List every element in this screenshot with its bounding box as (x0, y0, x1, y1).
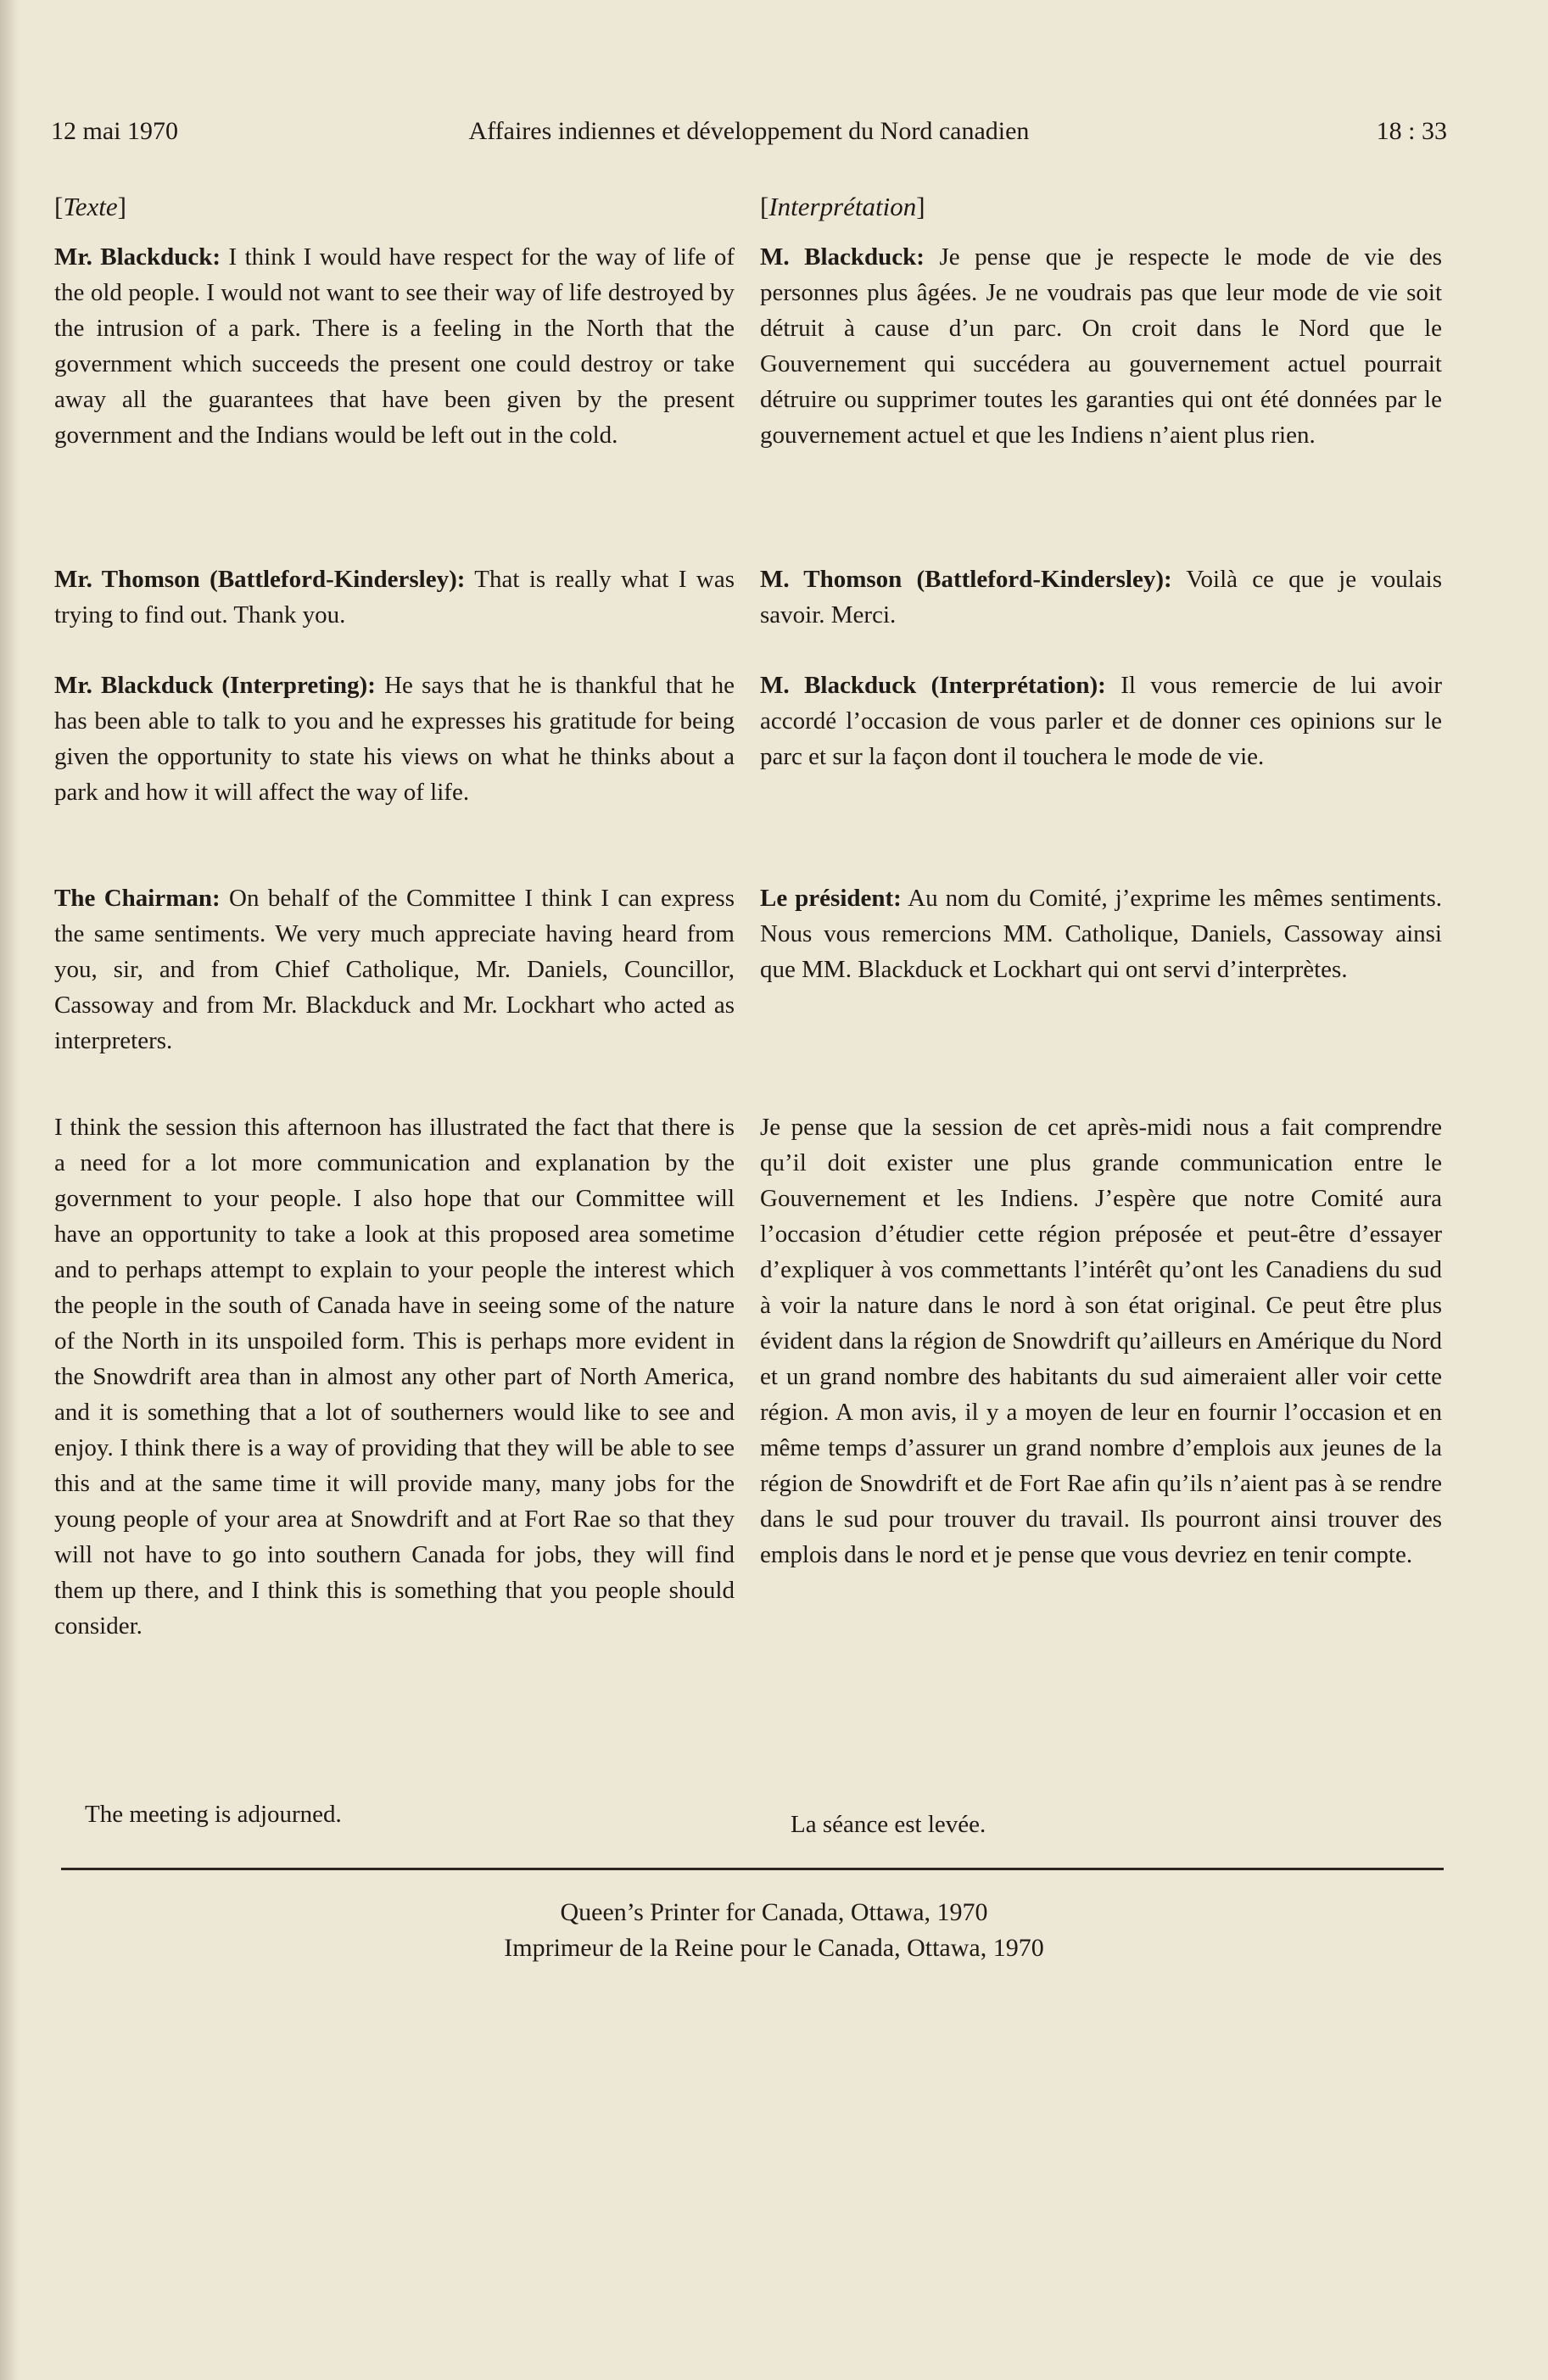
speech-text: He says that he is thankful that he has been able to talk to you and he expresses his gratitude for being given the opportunity to state his views on what he thinks about a park and how it will affect the way of life. (54, 672, 735, 806)
printer-imprint (0, 1895, 1548, 1966)
speech-text: On behalf of the Committee I think I can express the same sentiments. We very much appreciate having heard from you, sir, and from Chief Catholique, Mr. Daniels, Councillor, Cassoway and from Mr. Blackduck and Mr. Lockhart who acted as interpreters. (54, 885, 735, 1054)
speech-text: That is really what I was trying to find out. Thank you. (54, 566, 735, 629)
french-column (760, 188, 1442, 1851)
page-edge-shadow (0, 0, 19, 2380)
french-paragraph (760, 1109, 1442, 1573)
header-title: Affaires indiennes et développement du Nord canadien (468, 117, 1030, 145)
speaker-name: Mr. Blackduck (Interpreting): (54, 672, 376, 699)
speech-text: Je pense que la session de cet après-midi nous a fait comprendre qu’il doit exister une plus grande communication entre le Gouvernement et les Indiens. J’espère que notre Comité aura l’occasion d’étudier cette région préposée et peut-être d’essayer d’expliquer à vos commettants l’intérêt qu’ont les Canadiens du sud à voir la nature dans le nord à son état original. Ce peut être plus évident dans la région de Snowdrift qu’ailleurs en Amérique du Nord et un grand nombre des habitants du sud aimeraient aller voir cette région. A mon avis, il y a moyen de leur en fournir l’occasion et en même temps d’assurer un grand nombre d’emplois aux jeunes de la région de Snowdrift et de Fort Rae afin qu’ils n’aient pas à se rendre dans le sud pour trouver du travail. Ils pourront ainsi trouver des emplois dans le nord et je pense que vous devriez en tenir compte. (760, 1114, 1442, 1568)
speech-text: I think the session this afternoon has illustrated the fact that there is a need for a lot more communication and explanation by the government to your people. I also hope that our Committee will have an opportunity to take a look at this proposed area sometime and to perhaps attempt to explain to your people the interest which the people in the south of Canada have in seeing some of the nature of the North in its unspoiled form. This is perhaps more evident in the Snowdrift area than in almost any other part of North America, and it is something that a lot of southerners would like to see and enjoy. I think there is a way of providing that they will be able to see this and at the same time it will provide many, many jobs for the young people of your area at Snowdrift and at Fort Rae so that they will not have to go into southern Canada for jobs, they will find them up there, and I think this is something that you people should consider. (54, 1114, 735, 1640)
english-paragraph (54, 668, 735, 810)
speech-text: I think I would have respect for the way of life of the old people. I would not want to see their way of life destroyed by the intrusion of a park. There is a feeling in the North that the government which succeeds the present one could destroy or take away all the guarantees that have been given by the present government and the Indians would be left out in the cold. (54, 243, 735, 449)
speech-text: Au nom du Comité, j’exprime les mêmes sentiments. Nous vous remercions MM. Catholique, Daniels, Cassoway ainsi que MM. Blackduck et Lockhart qui ont servi d’interprètes. (760, 885, 1442, 983)
english-paragraph (54, 880, 735, 1059)
english-column (54, 188, 735, 1851)
header-page-number: 18 : 33 (1376, 117, 1447, 145)
english-paragraph (54, 1109, 735, 1644)
imprint-french: Imprimeur de la Reine pour le Canada, Ottawa, 1970 (504, 1934, 1044, 1962)
speaker-name: M. Thomson (Battleford-Kindersley): (760, 566, 1172, 593)
french-column-label: [Interprétation] (760, 192, 925, 221)
speaker-name: M. Blackduck (Interprétation): (760, 672, 1106, 699)
english-paragraph (54, 561, 735, 633)
speaker-name: Le président: (760, 885, 902, 912)
footer-divider (61, 1868, 1444, 1870)
adjournment-french: La séance est levée. (791, 1811, 986, 1838)
adjournment-english: The meeting is adjourned. (85, 1801, 342, 1828)
imprint-english: Queen’s Printer for Canada, Ottawa, 1970 (560, 1898, 988, 1926)
french-paragraph (760, 668, 1442, 774)
french-paragraph (760, 239, 1442, 453)
speaker-name: M. Blackduck: (760, 243, 925, 271)
speaker-name: The Chairman: (54, 885, 221, 912)
french-paragraph (760, 561, 1442, 633)
speaker-name: Mr. Blackduck: (54, 243, 221, 271)
english-paragraph (54, 239, 735, 453)
english-column-label: [Texte] (54, 192, 126, 221)
french-paragraph (760, 880, 1442, 987)
speech-text: Je pense que je respecte le mode de vie des personnes plus âgées. Je ne voudrais pas que leur mode de vie soit détruit à cause d’un parc. On croit dans le Nord que le Gouvernement qui succédera au gouvernement actuel pourrait détruire ou supprimer toutes les garanties qui ont été données par le gouvernement actuel et que les Indiens n’aient plus rien. (760, 243, 1442, 449)
speaker-name: Mr. Thomson (Battleford-Kindersley): (54, 566, 466, 593)
speech-text: Voilà ce que je voulais savoir. Merci. (760, 566, 1443, 629)
running-header (51, 117, 1447, 151)
header-date: 12 mai 1970 (51, 117, 178, 145)
speech-text: Il vous remercie de lui avoir accordé l’occasion de vous parler et de donner ces opinions sur le parc et sur la façon dont il touchera le mode de vie. (760, 672, 1442, 770)
